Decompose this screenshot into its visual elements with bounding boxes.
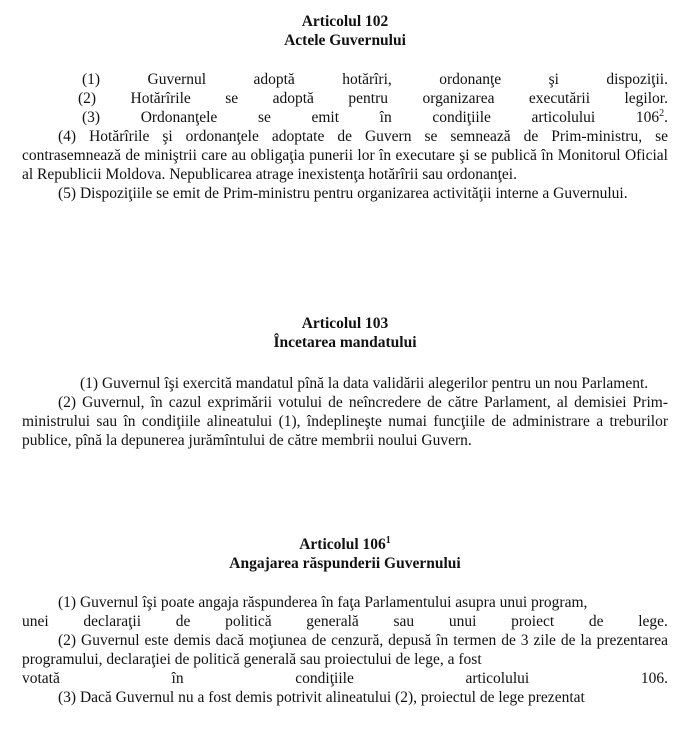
- article-number: Articolul 102: [301, 13, 389, 30]
- article-102: [22, 12, 668, 203]
- article-number: Articolul 103: [301, 315, 389, 332]
- paragraph-1: (1) Guvernul îşi exercită mandatul pînă la data validării alegerilor pentru un nou Parlament.: [80, 375, 649, 392]
- paragraph-1: (1) Guvernul îşi poate angaja răspunderea în faţa Parlamentului asupra unui program,: [58, 594, 588, 611]
- article-number: Articolul $106^1$: [299, 534, 391, 553]
- article-title: Încetarea mandatului: [273, 334, 417, 351]
- paragraph-1-continued: unei declaraţii de politică generală sau unui proiect de lege.: [22, 613, 668, 630]
- paragraph-2: (2) Guvernul este demis dacă moţiunea de cenzură, depusă în termen de 3 zile de la prezentarea programului, declaraţiei de politică generală sau proiectului de lege, a fost: [22, 632, 668, 668]
- paragraph-3: (3) Ordonanţele se emit în condiţiile articolului $106^2$.: [82, 107, 668, 126]
- paragraph-2: (2) Guvernul, în cazul exprimării votului de neîncredere de către Parlament, al demisiei Prim-ministrului sau în condiţiile alineatului (1), îndeplineşte numai funcţiile de administrare a treburilor publice, pînă la depunerea jurămîntului de către membrii noului Guvern.: [22, 394, 668, 449]
- paragraph-2: (2) Hotărîrile se adoptă pentru organizarea executării legilor.: [78, 90, 668, 107]
- paragraph-3: (3) Dacă Guvernul nu a fost demis potrivit alineatului (2), proiectul de lege prezentat: [58, 689, 585, 706]
- paragraph-2-continued: votată în condiţiile articolului 106.: [22, 670, 668, 687]
- article-title: Angajarea răspunderii Guvernului: [229, 555, 461, 572]
- paragraph-1: (1) Guvernul adoptă hotărîri, ordonanţe şi dispoziţii.: [82, 71, 668, 88]
- article-103: [22, 314, 668, 450]
- paragraph-5: (5) Dispoziţiile se emit de Prim-ministru pentru organizarea activităţii interne a Guvernului.: [58, 185, 628, 202]
- article-title: Actele Guvernului: [284, 32, 406, 49]
- article-106-1: [22, 535, 668, 707]
- paragraph-4: (4) Hotărîrile şi ordonanţele adoptate de Guvern se semnează de Prim-ministru, se contrasemnează de miniştrii care au obligaţia punerii lor în executare şi se publică în Monitorul Oficial al Republicii Moldova. Nepublicarea atrage inexistenţa hotărîrii sau ordonanţei.: [22, 128, 668, 183]
